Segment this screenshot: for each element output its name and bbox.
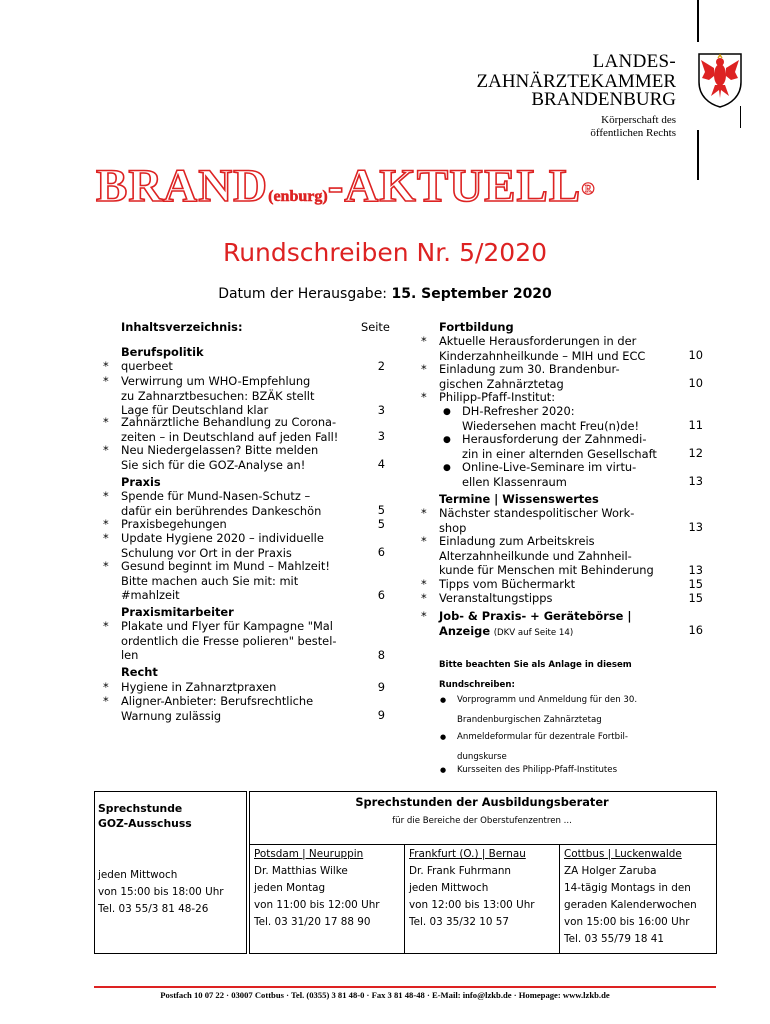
advisor-column-potsdam: Potsdam | Neuruppin Dr. Matthias Wilke jeden Montag von 11:00 bis 12:00 Uhr Tel. 03 31/20 17 88 90 — [254, 848, 380, 928]
toc-item[interactable]: * Hygiene in Zahnarztpraxen 9 — [103, 680, 385, 694]
issue-date — [0, 286, 770, 302]
toc-item[interactable]: * Nächster standespolitischer Work- shop 13 — [421, 506, 703, 535]
toc-page: 10 — [688, 348, 703, 362]
section-berufspolitik: Berufspolitik — [121, 345, 204, 359]
section-fortbildung: Fortbildung — [439, 320, 514, 334]
goz-title: Sprechstunde GOZ-Ausschuss — [98, 802, 192, 830]
toc-item[interactable]: * Plakate und Flyer für Kampagne "Mal ordentlich die Fresse polieren" bestel- len 8 — [103, 619, 385, 662]
legal-form-line-1: Körperschaft des — [601, 114, 676, 126]
toc-page: 6 — [377, 545, 385, 559]
toc-subitem[interactable]: ● DH-Refresher 2020: Wiedersehen macht Freu(n)de! 11 — [443, 404, 703, 433]
footer-rule — [94, 986, 716, 988]
attachment-item: ● Kursseiten des Philipp-Pfaff-Institutes — [440, 765, 618, 775]
issue-date-label: Datum der Herausgabe: — [218, 286, 388, 302]
legal-form-line-2: öffentlichen Rechts — [590, 127, 676, 139]
toc-page: 5 — [377, 517, 385, 531]
toc-page: 8 — [377, 648, 385, 662]
issue-date-value: 15. September 2020 — [391, 286, 552, 302]
advisors-divider — [249, 844, 716, 845]
toc-page: 15 — [688, 577, 703, 591]
advisor-region: Potsdam | Neuruppin — [254, 848, 364, 860]
toc-page: 13 — [688, 474, 703, 488]
toc-item[interactable]: * Aktuelle Herausforderungen in der Kinderzahnheilkunde – MIH und ECC 10 — [421, 334, 703, 363]
brand-part-3: -AKTUELL — [327, 160, 582, 212]
toc-item[interactable]: * Zahnärztliche Behandlung zu Corona- zeiten – in Deutschland auf jeden Fall! 3 — [103, 415, 385, 444]
brand-part-2: (enburg) — [268, 188, 328, 205]
institution-line-2: ZAHNÄRZTEKAMMER — [476, 71, 676, 92]
toc-item[interactable]: * Neu Niedergelassen? Bitte melden Sie sich für die GOZ-Analyse an! 4 — [103, 443, 385, 472]
toc-page: 10 — [688, 376, 703, 390]
margin-line-middle — [697, 130, 699, 180]
section-recht: Recht — [121, 665, 158, 679]
toc-page: 13 — [688, 563, 703, 577]
margin-line-top — [697, 0, 699, 42]
advisors-subtitle: für die Bereiche der Oberstufenzentren ... — [392, 816, 572, 826]
toc-item[interactable]: * Update Hygiene 2020 – individuelle Schulung vor Ort in der Praxis 6 — [103, 531, 385, 560]
institution-line-1: LANDES- — [592, 51, 676, 72]
toc-item[interactable]: * Spende für Mund-Nasen-Schutz – dafür ein berührendes Dankeschön 5 — [103, 489, 385, 518]
toc-page: 5 — [377, 503, 385, 517]
coat-of-arms-icon — [697, 52, 743, 108]
toc-page: 2 — [377, 359, 385, 373]
margin-line-side — [740, 106, 741, 128]
advisors-title: Sprechstunden der Ausbildungsberater — [355, 795, 609, 809]
attachments-heading: Bitte beachten Sie als Anlage in diesem Rundschreiben: — [439, 660, 632, 690]
toc-page: 6 — [377, 588, 385, 602]
institution-line-3: BRANDENBURG — [531, 89, 676, 110]
circular-title: Rundschreiben Nr. 5/2020 — [222, 238, 548, 267]
advisor-column-frankfurt: Frankfurt (O.) | Bernau Dr. Frank Fuhrmann jeden Mittwoch von 12:00 bis 13:00 Uhr Tel. 03 35/32 10 57 — [409, 848, 535, 928]
toc-subitem[interactable]: ● Online-Live-Seminare im virtu- ellen Klassenraum 13 — [443, 460, 703, 489]
advisor-column-cottbus: Cottbus | Luckenwalde ZA Holger Zaruba 14-tägig Montags in den geraden Kalenderwochen von 15:00 bis 16:00 Uhr Tel. 03 55/79 18 41 — [564, 848, 697, 945]
toc-item[interactable]: * Tipps vom Büchermarkt 15 — [421, 577, 703, 591]
toc-item[interactable]: * Philipp-Pfaff-Institut: — [421, 390, 556, 404]
toc-page: 12 — [688, 446, 703, 460]
advisors-col-divider-2 — [559, 844, 560, 953]
toc-item[interactable]: * Praxisbegehungen 5 — [103, 517, 385, 531]
brand-registered-mark: ® — [581, 178, 595, 199]
advisors-col-divider-1 — [404, 844, 405, 953]
toc-item[interactable]: * Veranstaltungstipps 15 — [421, 591, 703, 605]
toc-page: 9 — [377, 708, 385, 722]
advisor-region: Frankfurt (O.) | Bernau — [409, 848, 526, 860]
toc-page: 4 — [377, 457, 385, 471]
toc-item[interactable]: * querbeet 2 — [103, 359, 385, 373]
toc-item[interactable]: * Einladung zum Arbeitskreis Alterzahnheilkunde und Zahnheil- kunde für Menschen mit Behinderung 13 — [421, 534, 703, 577]
toc-item[interactable]: * Gesund beginnt im Mund – Mahlzeit! Bitte machen auch Sie mit: mit #mahlzeit 6 — [103, 559, 385, 602]
toc-page: 9 — [377, 680, 385, 694]
section-praxis: Praxis — [121, 475, 161, 489]
brand-logo — [96, 160, 595, 212]
toc-page: 16 — [688, 623, 703, 637]
goz-details: jeden Mittwoch von 15:00 bis 18:00 Uhr Tel. 03 55/3 81 48-26 — [98, 869, 224, 915]
footer-contact: Postfach 10 07 22 · 03007 Cottbus · Tel. (0355) 3 81 48-0 · Fax 3 81 48-48 · E-Mail: info@lzkb.de · Homepage: www.lzkb.de — [160, 990, 610, 1000]
toc-item[interactable]: * Einladung zum 30. Brandenbur- gischen Zahnärztetag 10 — [421, 362, 703, 391]
toc-page: 3 — [377, 429, 385, 443]
toc-page: 13 — [688, 520, 703, 534]
toc-page: 3 — [377, 403, 385, 417]
attachment-item: ● Vorprogramm und Anmeldung für den 30. Brandenburgischen Zahnärztetag — [440, 695, 638, 725]
toc-page-heading: Seite — [361, 320, 390, 334]
toc-item[interactable]: * Aligner-Anbieter: Berufsrechtliche Warnung zulässig 9 — [103, 694, 385, 723]
attachment-item: ● Anmeldeformular für dezentrale Fortbil- dungskurse — [440, 732, 628, 762]
toc-item-boerse[interactable]: * Job- & Praxis- + Gerätebörse | Anzeige (DKV auf Seite 14) 16 — [421, 609, 703, 638]
section-praxismitarbeiter: Praxismitarbeiter — [121, 605, 234, 619]
toc-item[interactable]: * Verwirrung um WHO-Empfehlung zu Zahnarztbesuchen: BZÄK stellt Lage für Deutschland klar 3 — [103, 374, 385, 417]
toc-subitem[interactable]: ● Herausforderung der Zahnmedi- zin in einer alternden Gesellschaft 12 — [443, 432, 703, 461]
section-termine: Termine | Wissenswertes — [439, 492, 599, 506]
advisor-region: Cottbus | Luckenwalde — [564, 848, 682, 860]
toc-page: 15 — [688, 591, 703, 605]
toc-heading: Inhaltsverzeichnis: — [121, 320, 243, 334]
toc-page: 11 — [688, 418, 703, 432]
brand-part-1: BRAND — [96, 160, 269, 212]
